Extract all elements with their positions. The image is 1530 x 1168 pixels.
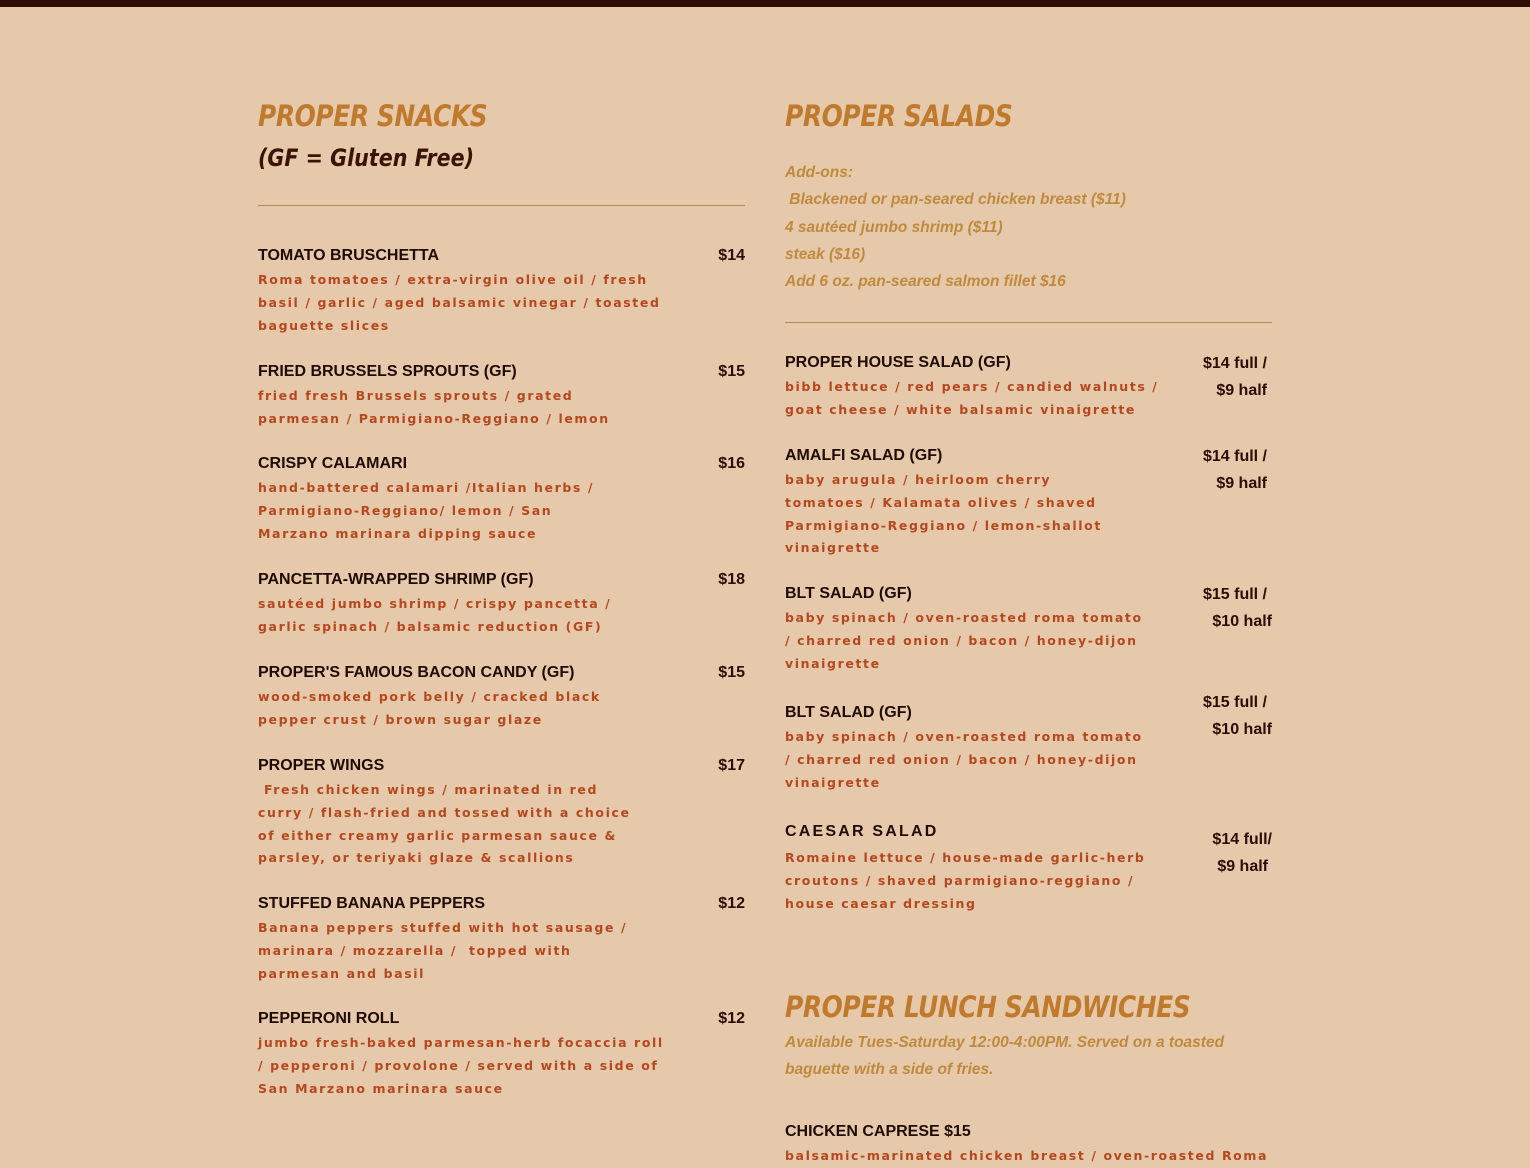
addon-line: Blackened or pan-seared chicken breast ($11) bbox=[785, 191, 1126, 209]
item-price: $17 bbox=[718, 757, 745, 774]
price-half: $9 half bbox=[1217, 858, 1268, 875]
price-full: $15 full / bbox=[1202, 586, 1267, 603]
item-name: PROPER'S FAMOUS BACON CANDY (GF) bbox=[258, 664, 575, 681]
menu-item bbox=[258, 569, 745, 639]
price-half: $10 half bbox=[1212, 613, 1272, 630]
item-description: Roma tomatoes / extra-virgin olive oil / fresh basil / garlic / aged balsamic vinegar / toasted baguette slices bbox=[258, 272, 661, 333]
addons-list bbox=[785, 159, 1272, 295]
sandwiches-title: PROPER LUNCH SANDWICHES bbox=[785, 990, 1191, 1024]
price-full: $14 full / bbox=[1202, 448, 1267, 465]
item-name: PEPPERONI ROLL bbox=[258, 1010, 400, 1027]
item-description: Banana peppers stuffed with hot sausage / marinara / mozzarella / topped with parmesan and basil bbox=[258, 920, 634, 981]
item-name: STUFFED BANANA PEPPERS bbox=[258, 895, 485, 912]
menu-item bbox=[785, 445, 1272, 560]
item-price: $15 bbox=[718, 363, 745, 380]
item-description: bibb lettuce / red pears / candied walnuts / goat cheese / white balsamic vinaigrette bbox=[785, 379, 1159, 417]
top-bar bbox=[0, 0, 1530, 7]
item-price bbox=[1162, 689, 1272, 743]
item-price bbox=[1162, 826, 1272, 880]
item-name: FRIED BRUSSELS SPROUTS (GF) bbox=[258, 363, 517, 380]
price-full: $14 full / bbox=[1202, 355, 1267, 372]
menu-item bbox=[258, 361, 745, 431]
addon-line: steak ($16) bbox=[785, 245, 866, 263]
price-full: $15 full / bbox=[1202, 694, 1267, 711]
item-price: $14 bbox=[718, 247, 745, 264]
menu-item bbox=[258, 453, 745, 545]
menu-item bbox=[785, 1121, 1272, 1168]
item-description: balsamic-marinated chicken breast / oven-roasted Roma bbox=[785, 1148, 1269, 1163]
menu-item bbox=[258, 245, 745, 337]
item-name: CAESAR SALAD bbox=[785, 823, 939, 840]
price-half: $9 half bbox=[1216, 382, 1267, 399]
item-description: Romaine lettuce / house-made garlic-herb croutons / shaved parmigiano-reggiano / house caesar dressing bbox=[785, 850, 1146, 911]
menu-item bbox=[785, 352, 1272, 422]
addon-line: Add-ons: bbox=[785, 164, 854, 181]
item-price: $16 bbox=[718, 455, 745, 472]
menu-item bbox=[785, 694, 1272, 794]
item-description: wood-smoked pork belly / cracked black pepper crust / brown sugar glaze bbox=[258, 689, 601, 727]
menu-item bbox=[785, 821, 1272, 915]
item-price bbox=[1157, 350, 1267, 404]
item-name: TOMATO BRUSCHETTA bbox=[258, 247, 440, 264]
snacks-subtitle: (GF = Gluten Free) bbox=[258, 144, 475, 172]
item-description: hand-battered calamari /Italian herbs / Parmigiano-Reggiano/ lemon / San Marzano marinara dipping sauce bbox=[258, 480, 595, 541]
item-description: fried fresh Brussels sprouts / grated parmesan / Parmigiano-Reggiano / lemon bbox=[258, 388, 610, 426]
item-price: $12 bbox=[718, 895, 745, 912]
item-price: $18 bbox=[718, 571, 745, 588]
item-name: CHICKEN CAPRESE $15 bbox=[785, 1123, 971, 1140]
item-price bbox=[1157, 443, 1267, 497]
item-description: baby arugula / heirloom cherry tomatoes / Kalamata olives / shaved Parmigiano-Reggiano / lemon-shallot vinaigrette bbox=[785, 472, 1102, 556]
price-full: $14 full/ bbox=[1212, 831, 1272, 848]
item-price bbox=[1162, 581, 1272, 635]
menu-item bbox=[258, 662, 745, 732]
item-name: BLT SALAD (GF) bbox=[785, 585, 912, 602]
item-description: jumbo fresh-baked parmesan-herb focaccia roll / pepperoni / provolone / served with a side of San Marzano marinara sauce bbox=[258, 1035, 664, 1096]
item-name: PROPER WINGS bbox=[258, 757, 385, 774]
item-description: baby spinach / oven-roasted roma tomato / charred red onion / bacon / honey-dijon vinaigrette bbox=[785, 729, 1143, 790]
item-name: AMALFI SALAD (GF) bbox=[785, 447, 943, 464]
sandwiches-subtitle: Available Tues-Saturday 12:00-4:00PM. Served on a toasted baguette with a side of fries. bbox=[785, 1034, 1225, 1078]
item-description: baby spinach / oven-roasted roma tomato / charred red onion / bacon / honey-dijon vinaigrette bbox=[785, 610, 1143, 671]
divider bbox=[258, 205, 745, 206]
price-half: $10 half bbox=[1212, 721, 1272, 738]
item-name: CRISPY CALAMARI bbox=[258, 455, 408, 472]
snacks-title: PROPER SNACKS bbox=[258, 99, 488, 133]
addon-line: Add 6 oz. pan-seared salmon fillet $16 bbox=[785, 273, 1066, 291]
price-half: $9 half bbox=[1216, 475, 1267, 492]
menu-item bbox=[258, 755, 745, 870]
salads-title: PROPER SALADS bbox=[785, 99, 1013, 133]
item-description: sautéed jumbo shrimp / crispy pancetta / garlic spinach / balsamic reduction (GF) bbox=[258, 596, 612, 634]
item-name: PROPER HOUSE SALAD (GF) bbox=[785, 354, 1011, 371]
menu-item bbox=[258, 893, 745, 985]
item-price: $15 bbox=[718, 664, 745, 681]
item-description: Fresh chicken wings / marinated in red curry / flash-fried and tossed with a choice of either creamy garlic parmesan sauce & parsley, or teriyaki glaze & scallions bbox=[258, 782, 637, 866]
menu-item bbox=[258, 1008, 745, 1100]
item-name: BLT SALAD (GF) bbox=[785, 704, 912, 721]
addon-line: 4 sautéed jumbo shrimp ($11) bbox=[785, 218, 1003, 236]
divider bbox=[785, 322, 1272, 323]
item-name: PANCETTA-WRAPPED SHRIMP (GF) bbox=[258, 571, 534, 588]
menu-item bbox=[785, 583, 1272, 675]
item-price: $12 bbox=[718, 1010, 745, 1027]
